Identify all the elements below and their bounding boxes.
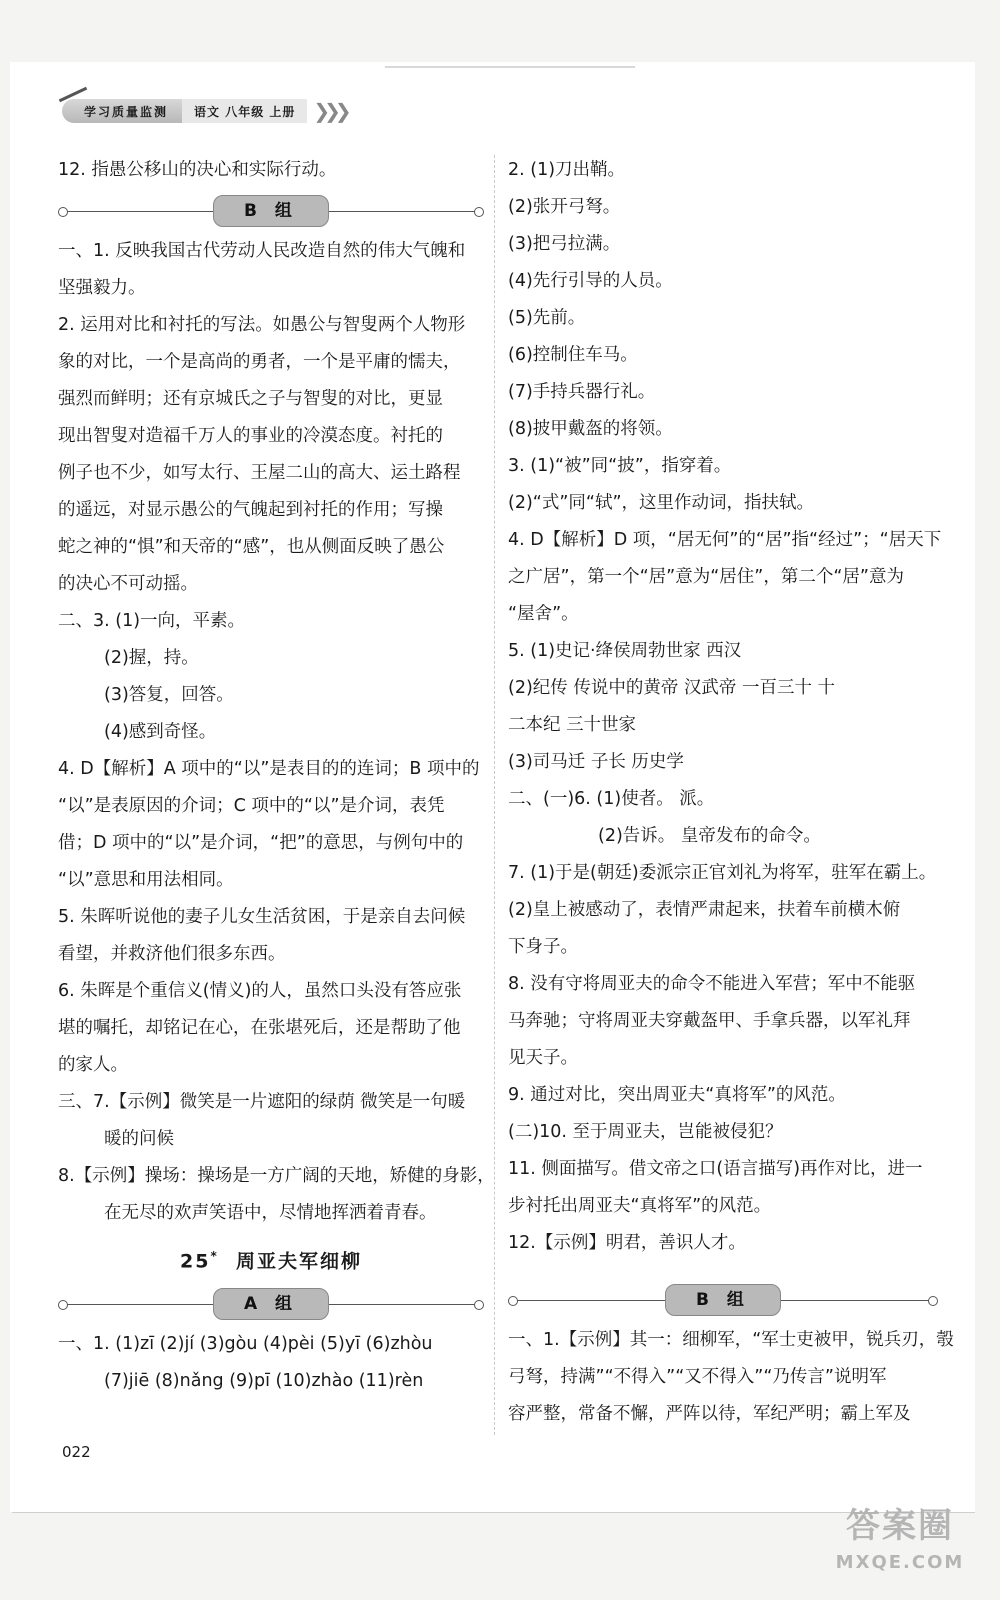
answer-line: (3)答复，回答。 xyxy=(104,685,234,705)
answer-line: (二)10. 至于周亚夫，岂能被侵犯？ xyxy=(508,1122,783,1142)
answer-line: (7)手持兵器行礼。 xyxy=(508,382,656,402)
page-number: 022 xyxy=(62,1443,91,1461)
answer-line: (2)皇上被感动了，表情严肃起来，扶着车前横木俯 xyxy=(508,900,901,920)
answer-line: (3)把弓拉满。 xyxy=(508,234,621,254)
answer-line: 看望，并救济他们很多东西。 xyxy=(58,944,286,964)
answer-line: 4. D【解析】A 项中的“以”是表目的的连词；B 项中的 xyxy=(58,759,480,779)
answer-line: 2. (1)刀出鞘。 xyxy=(508,160,626,180)
right-column xyxy=(508,152,954,1433)
answer-line: 堪的嘱托，却铭记在心，在张堪死后，还是帮助了他 xyxy=(58,1018,461,1038)
answer-line: 例子也不少，如写太行、王屋二山的高大、运土路程 xyxy=(58,463,461,483)
group-b-tag: B 组 xyxy=(213,195,329,227)
answer-line: 2. 运用对比和衬托的写法。如愚公与智叟两个人物形 xyxy=(58,315,466,335)
answer-line: 4. D【解析】D 项，“居无何”的“居”指“经过”；“居天下 xyxy=(508,530,942,550)
answer-line: 见天子。 xyxy=(508,1048,578,1068)
answer-line: 步衬托出周亚夫“真将军”的风范。 xyxy=(508,1196,772,1216)
answer-line: 象的对比，一个是高尚的勇者，一个是平庸的懦夫， xyxy=(58,352,461,372)
lesson-name: 周亚夫军细柳 xyxy=(235,1250,362,1273)
answer-line: 5. 朱晖听说他的妻子儿女生活贫困，于是亲自去问候 xyxy=(58,907,466,927)
answer-line: 二本纪 三十世家 xyxy=(508,715,637,735)
group-b-divider xyxy=(508,1278,938,1322)
lesson-title xyxy=(58,1238,484,1280)
answer-line: (4)感到奇怪。 xyxy=(104,722,217,742)
answer-line: 一、1. 反映我国古代劳动人民改造自然的伟大气魄和 xyxy=(58,241,466,261)
answer-line: “屋舍”。 xyxy=(508,604,579,624)
answer-line: (2)张开弓弩。 xyxy=(508,197,621,217)
watermark-url: MXQE.COM xyxy=(835,1552,965,1573)
answer-line: 的决心不可动摇。 xyxy=(58,574,198,594)
answer-line: (2)“式”同“轼”，这里作动词，指扶轼。 xyxy=(508,493,815,513)
answer-line: (2)纪传 传说中的黄帝 汉武帝 一百三十 十 xyxy=(508,678,836,698)
answer-line: 坚强毅力。 xyxy=(58,278,146,298)
answer-line: 二、(一)6. (1)使者。 派。 xyxy=(508,789,715,809)
answer-line: 11. 侧面描写。借文帝之口(语言描写)再作对比，进一 xyxy=(508,1159,923,1179)
running-header xyxy=(62,96,392,126)
answer-line: (7)jiē (8)nǎng (9)pī (10)zhào (11)rèn xyxy=(104,1371,424,1392)
answer-line: (4)先行引导的人员。 xyxy=(508,271,673,291)
top-rule xyxy=(385,66,635,68)
answer-line: 的家人。 xyxy=(58,1055,128,1075)
answer-line: “以”是表原因的介词；C 项中的“以”是介词，表凭 xyxy=(58,796,445,816)
group-b-divider xyxy=(58,189,484,233)
answer-line: 6. 朱晖是个重信义(情义)的人，虽然口头没有答应张 xyxy=(58,981,462,1001)
column-divider xyxy=(494,155,496,1435)
answer-line: 之广居”，第一个“居”意为“居住”，第二个“居”意为 xyxy=(508,567,904,587)
answer-line: 9. 通过对比，突出周亚夫“真将军”的风范。 xyxy=(508,1085,846,1105)
answer-line: “以”意思和用法相同。 xyxy=(58,870,234,890)
lesson-number: 25 xyxy=(180,1250,211,1273)
answer-line: 马奔驰；守将周亚夫穿戴盔甲、手拿兵器，以军礼拜 xyxy=(508,1011,911,1031)
answer-line: 3. (1)“被”同“披”，指穿着。 xyxy=(508,456,732,476)
answer-line: 下身子。 xyxy=(508,937,578,957)
answer-line: (2)握，持。 xyxy=(104,648,199,668)
answer-line: 三、7.【示例】微笑是一片遮阳的绿荫 微笑是一句暖 xyxy=(58,1092,466,1112)
answer-line: 现出智叟对造福千万人的事业的冷漠态度。衬托的 xyxy=(58,426,443,446)
answer-line: (5)先前。 xyxy=(508,308,586,328)
answer-line: 容严整，常备不懈，严阵以待，军纪严明；霸上军及 xyxy=(508,1404,911,1424)
answer-line: 二、3. (1)一向，平素。 xyxy=(58,611,246,631)
answer-line: 5. (1)史记·绛侯周勃世家 西汉 xyxy=(508,641,742,661)
answer-line: (2)告诉。 皇帝发布的命令。 xyxy=(598,826,821,846)
answer-line: 一、1. (1)zī (2)jí (3)gòu (4)pèi (5)yī (6)zhòu xyxy=(58,1334,433,1355)
series-label: 学习质量监测 xyxy=(62,99,182,123)
answer-line: 借；D 项中的“以”是介词，“把”的意思，与例句中的 xyxy=(58,833,464,853)
answer-line: (3)司马迁 子长 历史学 xyxy=(508,752,684,772)
answer-line: 强烈而鲜明；还有京城氏之子与智叟的对比，更显 xyxy=(58,389,443,409)
subject-grade-label: 语文 八年级 上册 xyxy=(182,99,307,123)
watermark-title: 答案圈 xyxy=(846,1506,954,1546)
answer-line: 12.【示例】明君，善识人才。 xyxy=(508,1233,746,1253)
answer-line: 的遥远，对显示愚公的气魄起到衬托的作用；写操 xyxy=(58,500,443,520)
answer-line: 弓弩，持满”“不得入”“又不得入”“乃传言”说明军 xyxy=(508,1367,887,1387)
answer-line: 7. (1)于是(朝廷)委派宗正官刘礼为将军，驻军在霸上。 xyxy=(508,863,937,883)
group-a-divider xyxy=(58,1282,484,1326)
answer-line: 8. 没有守将周亚夫的命令不能进入军营；军中不能驱 xyxy=(508,974,916,994)
answer-line: 一、1.【示例】其一：细柳军，“军士吏被甲，锐兵刃，彀 xyxy=(508,1330,954,1350)
chevron-arrows-icon: ❯❯❯ xyxy=(313,99,346,123)
answer-line: 8.【示例】操场：操场是一方广阔的天地，矫健的身影， xyxy=(58,1166,495,1186)
group-b-tag: B 组 xyxy=(665,1284,781,1316)
lesson-star: * xyxy=(210,1249,219,1263)
watermark-logo xyxy=(830,1500,970,1590)
answer-line: 暖的问候 xyxy=(104,1129,174,1149)
answer-line: (8)披甲戴盔的将领。 xyxy=(508,419,673,439)
answer-line: 在无尽的欢声笑语中，尽情地挥洒着青春。 xyxy=(104,1203,437,1223)
answer-line: 蛇之神的“惧”和天帝的“感”，也从侧面反映了愚公 xyxy=(58,537,445,557)
group-a-tag: A 组 xyxy=(213,1288,329,1320)
answer-line: (6)控制住车马。 xyxy=(508,345,638,365)
answer-line: 12. 指愚公移山的决心和实际行动。 xyxy=(58,160,337,180)
left-column xyxy=(58,152,495,1400)
